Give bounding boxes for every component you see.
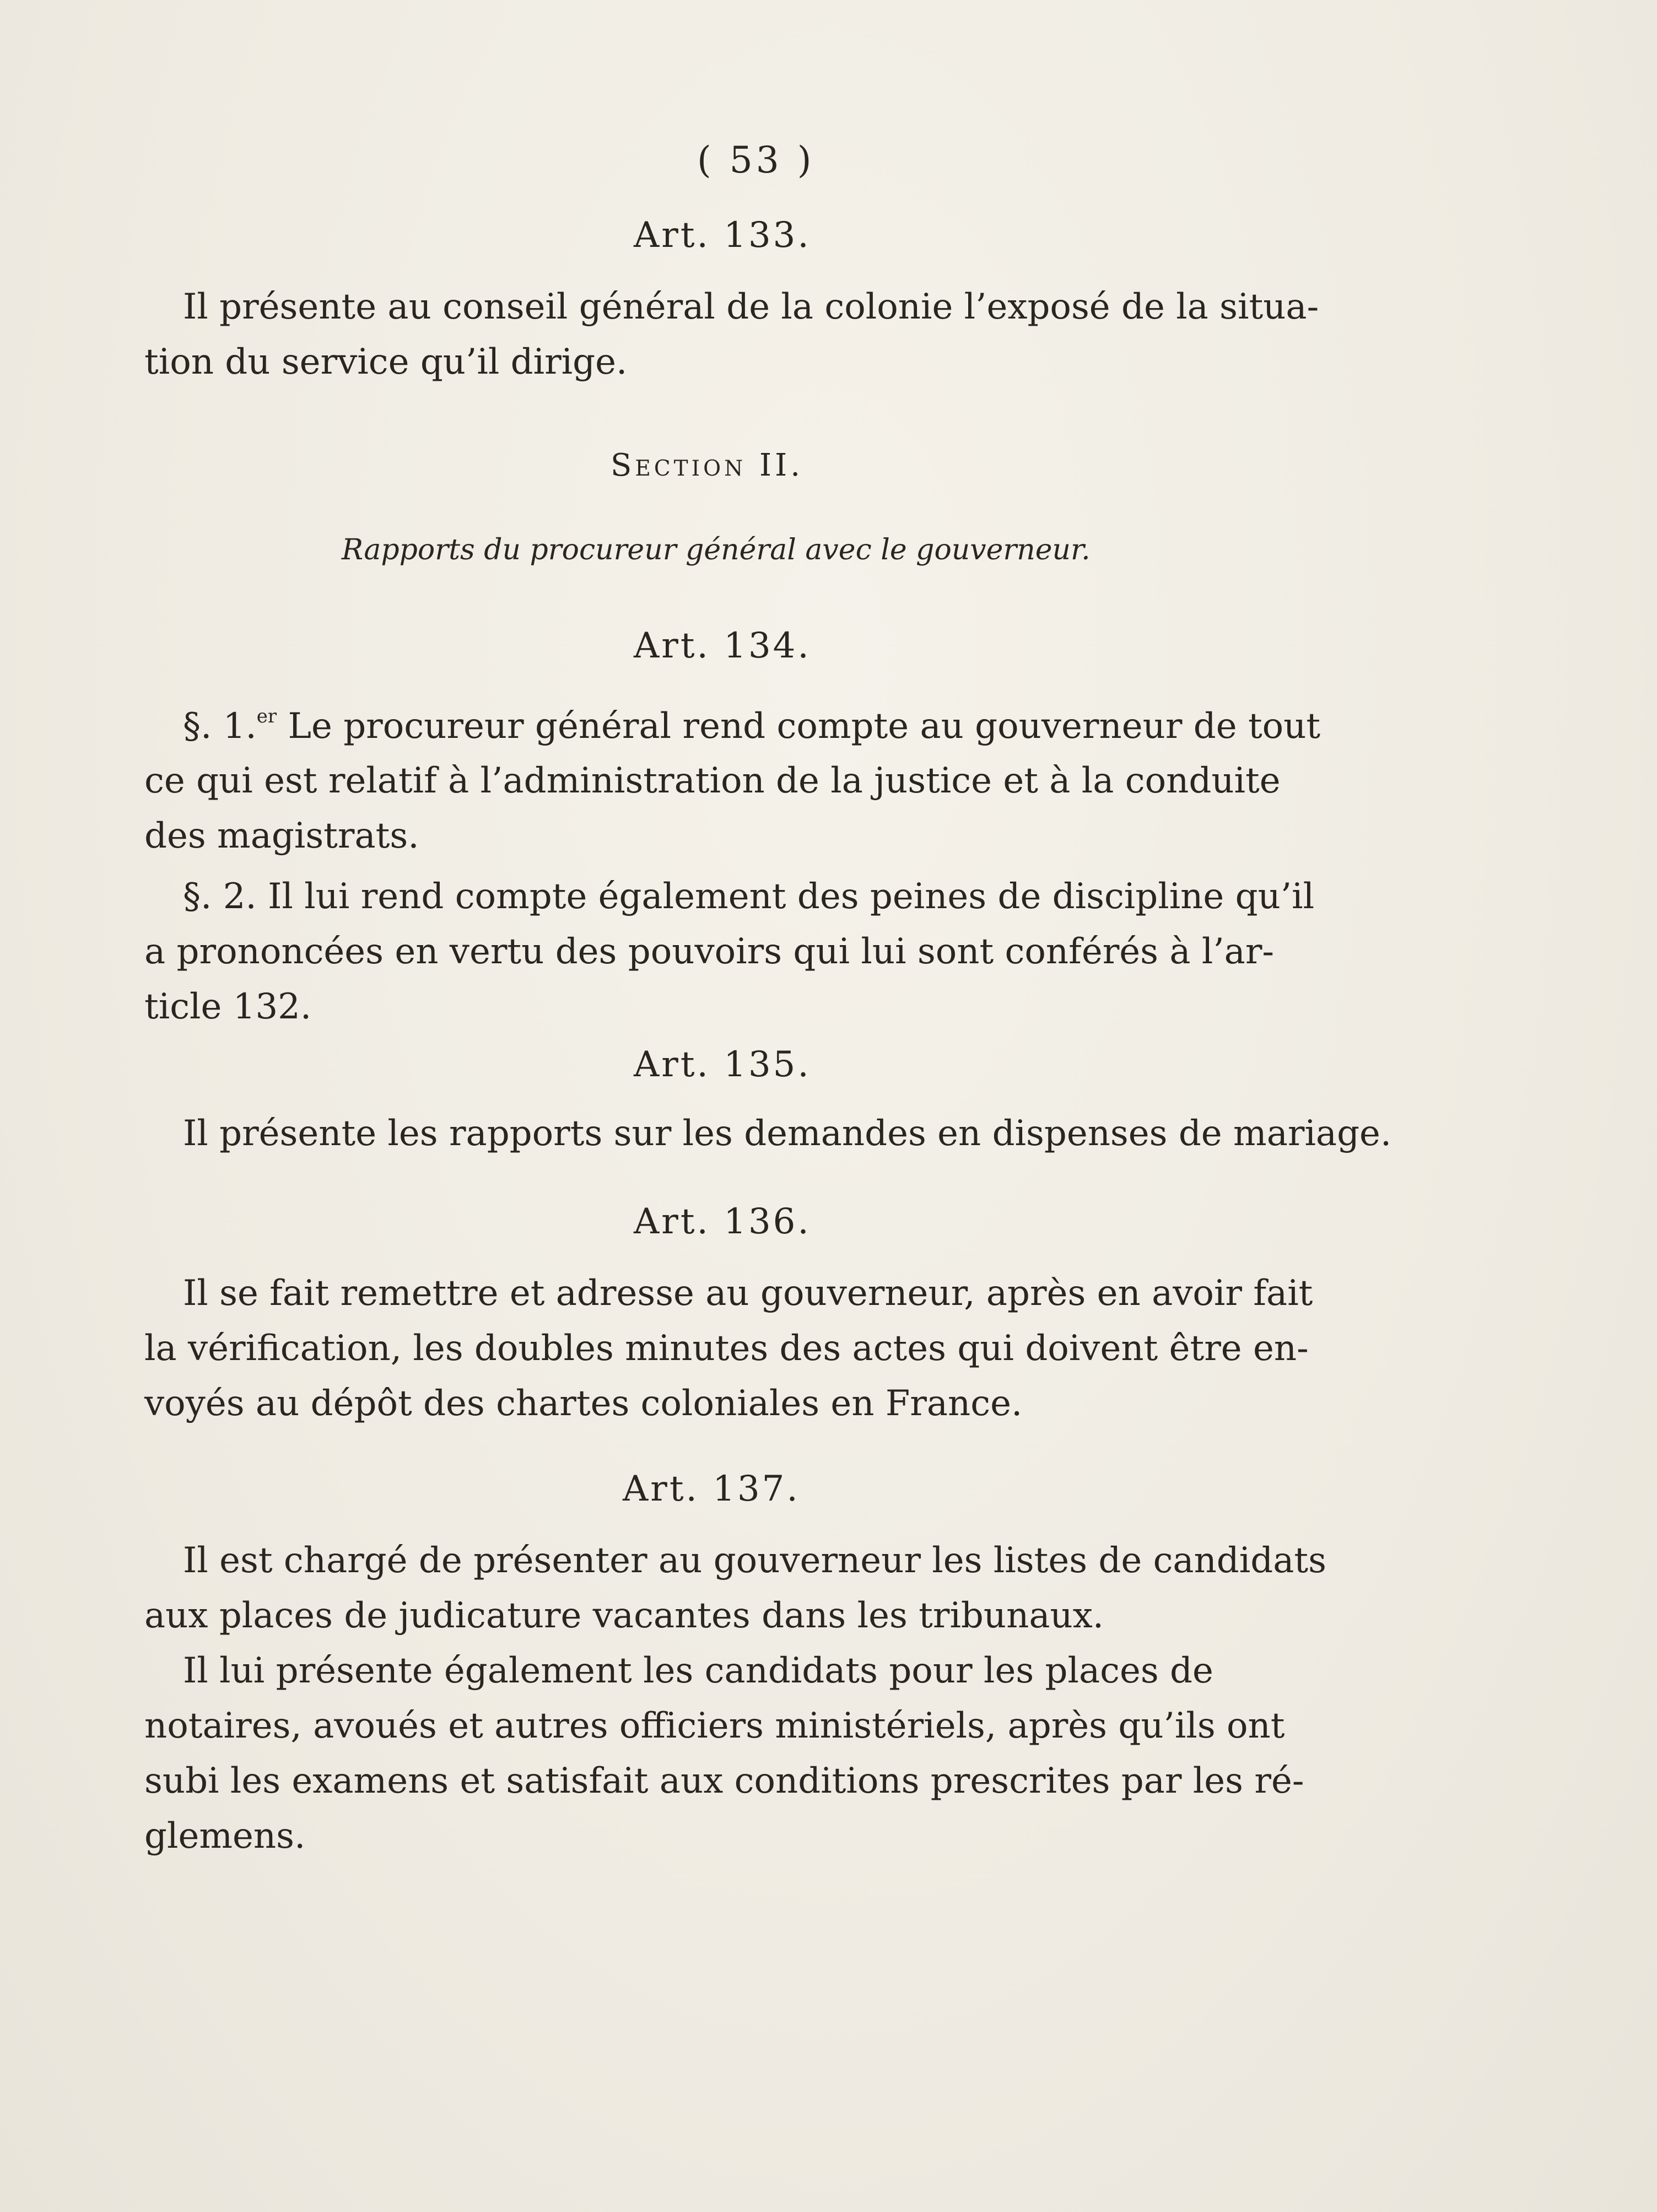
article-137-para-2-line-2: notaires, avoués et autres officiers ministériels, après qu’ils ont — [144, 1706, 1285, 1746]
article-134-para-1-text: Le procureur général rend compte au gouverneur de tout — [277, 706, 1321, 747]
article-134-para-2-line-3: ticle 132. — [144, 986, 312, 1027]
article-136-line-3: voyés au dépôt des chartes coloniales en France. — [144, 1383, 1023, 1424]
article-136-line-2: la vérification, les doubles minutes des actes qui doivent être en- — [144, 1328, 1309, 1369]
article-133-line-2: tion du service qu’il dirige. — [144, 342, 628, 382]
article-137-para-1-line-2: aux places de judicature vacantes dans les tribunaux. — [144, 1595, 1104, 1636]
section-heading: Section II. — [611, 447, 804, 483]
article-137-para-2-line-4: glemens. — [144, 1816, 306, 1857]
section-subtitle: Rapports du procureur général avec le gouverneur. — [342, 533, 1091, 567]
article-133-line-1: Il présente au conseil général de la colonie l’exposé de la situa- — [183, 287, 1319, 327]
article-134-para-1-line-2: ce qui est relatif à l’administration de la justice et à la conduite — [144, 760, 1281, 801]
article-136-heading: Art. 136. — [634, 1201, 811, 1242]
article-134-para-1-line-3: des magistrats. — [144, 816, 419, 856]
page-number: ( 53 ) — [697, 139, 815, 181]
article-135-line-1: Il présente les rapports sur les demandes en dispenses de mariage. — [183, 1113, 1392, 1154]
article-137-para-1-line-1: Il est chargé de présenter au gouverneur les listes de candidats — [183, 1540, 1326, 1581]
article-137-para-2-line-1: Il lui présente également les candidats pour les places de — [183, 1650, 1213, 1691]
article-134-para-2-line-1: §. 2. Il lui rend compte également des peines de discipline qu’il — [183, 876, 1315, 917]
superscript-er: er — [256, 705, 277, 727]
article-137-heading: Art. 137. — [623, 1469, 800, 1509]
article-135-heading: Art. 135. — [634, 1044, 811, 1085]
article-136-line-1: Il se fait remettre et adresse au gouverneur, après en avoir fait — [183, 1273, 1313, 1314]
article-133-heading: Art. 133. — [634, 215, 811, 256]
article-137-para-2-line-3: subi les examens et satisfait aux conditions prescrites par les ré- — [144, 1761, 1304, 1801]
article-134-para-2-line-2: a prononcées en vertu des pouvoirs qui lui sont conférés à l’ar- — [144, 931, 1275, 972]
article-134-heading: Art. 134. — [634, 625, 811, 666]
paragraph-marker: §. 1. — [183, 706, 257, 747]
article-134-para-1-line-1 — [183, 705, 1320, 747]
